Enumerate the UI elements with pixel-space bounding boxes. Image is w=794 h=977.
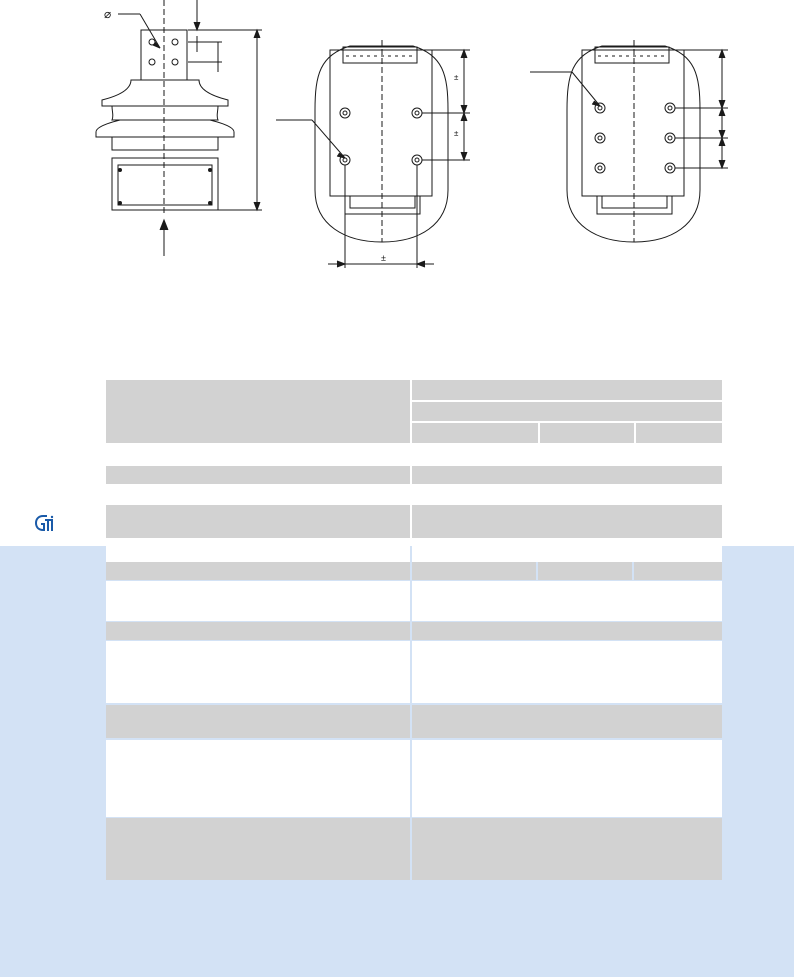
table-row xyxy=(106,740,722,817)
table-row xyxy=(106,641,722,703)
diameter-symbol: ⌀ xyxy=(104,7,112,21)
header-right-cell xyxy=(412,380,722,443)
table-row xyxy=(106,466,722,484)
technical-drawings xyxy=(0,0,794,280)
header-divider-2 xyxy=(412,421,722,423)
header-col-sep-2 xyxy=(634,423,636,443)
front-terminals xyxy=(340,108,422,165)
front-view-drawing xyxy=(276,40,470,268)
header-left-cell xyxy=(106,380,410,443)
header-divider-1 xyxy=(412,400,722,402)
tolerance-label-front-upper: ± xyxy=(454,73,459,82)
tolerance-label-front-bottom: ± xyxy=(381,253,386,263)
table-row xyxy=(106,541,722,562)
table-row xyxy=(106,818,722,880)
table-row xyxy=(106,505,722,538)
header-col-sep-1 xyxy=(538,423,540,443)
table-row xyxy=(106,622,722,640)
table-header xyxy=(106,380,722,443)
side-view-drawing xyxy=(96,0,262,256)
gmi-logo-icon xyxy=(33,513,55,533)
table-row xyxy=(106,581,722,621)
table-row xyxy=(106,705,722,738)
tolerance-label-front-lower: ± xyxy=(454,129,459,138)
rear-terminals xyxy=(595,103,675,173)
table-row xyxy=(106,562,722,580)
rear-view-drawing xyxy=(530,40,728,242)
